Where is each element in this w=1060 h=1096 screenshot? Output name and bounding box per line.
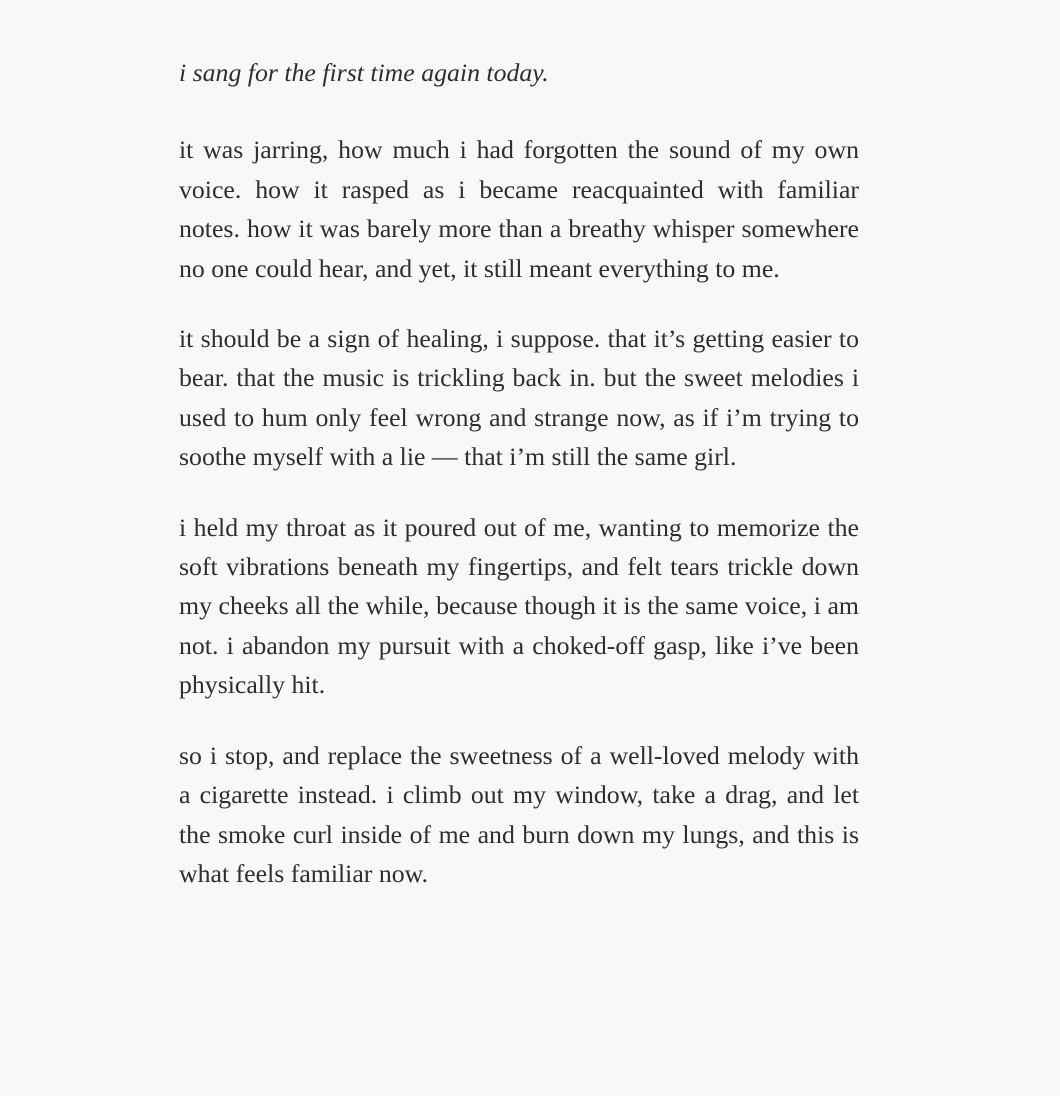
document-title: i sang for the first time again today.	[179, 58, 549, 87]
paragraph-4: so i stop, and replace the sweetness of a well-loved melody with a cigarette instead. i climb out my window, take a drag, and let the smoke curl inside of me and burn down my lungs, and this is what feels familiar now.	[179, 740, 859, 888]
text-column	[179, 53, 859, 924]
paragraph-2: it should be a sign of healing, i suppose. that it’s getting easier to bear. that the music is trickling back in. but the sweet melodies i used to hum only feel wrong and strange now, as if i’m trying to soothe myself with a lie — that i’m still the same girl.	[179, 324, 859, 472]
paragraph-1: it was jarring, how much i had forgotten the sound of my own voice. how it rasped as i became reacquainted with familiar notes. how it was barely more than a breathy whisper somewhere no one could hear, and yet, it still meant everything to me.	[179, 135, 859, 283]
paragraph-3: i held my throat as it poured out of me, wanting to memorize the soft vibrations beneath my fingertips, and felt tears trickle down my cheeks all the while, because though it is the same voice, i am not. i abandon my pursuit with a choked-off gasp, like i’ve been physically hit.	[179, 512, 859, 700]
